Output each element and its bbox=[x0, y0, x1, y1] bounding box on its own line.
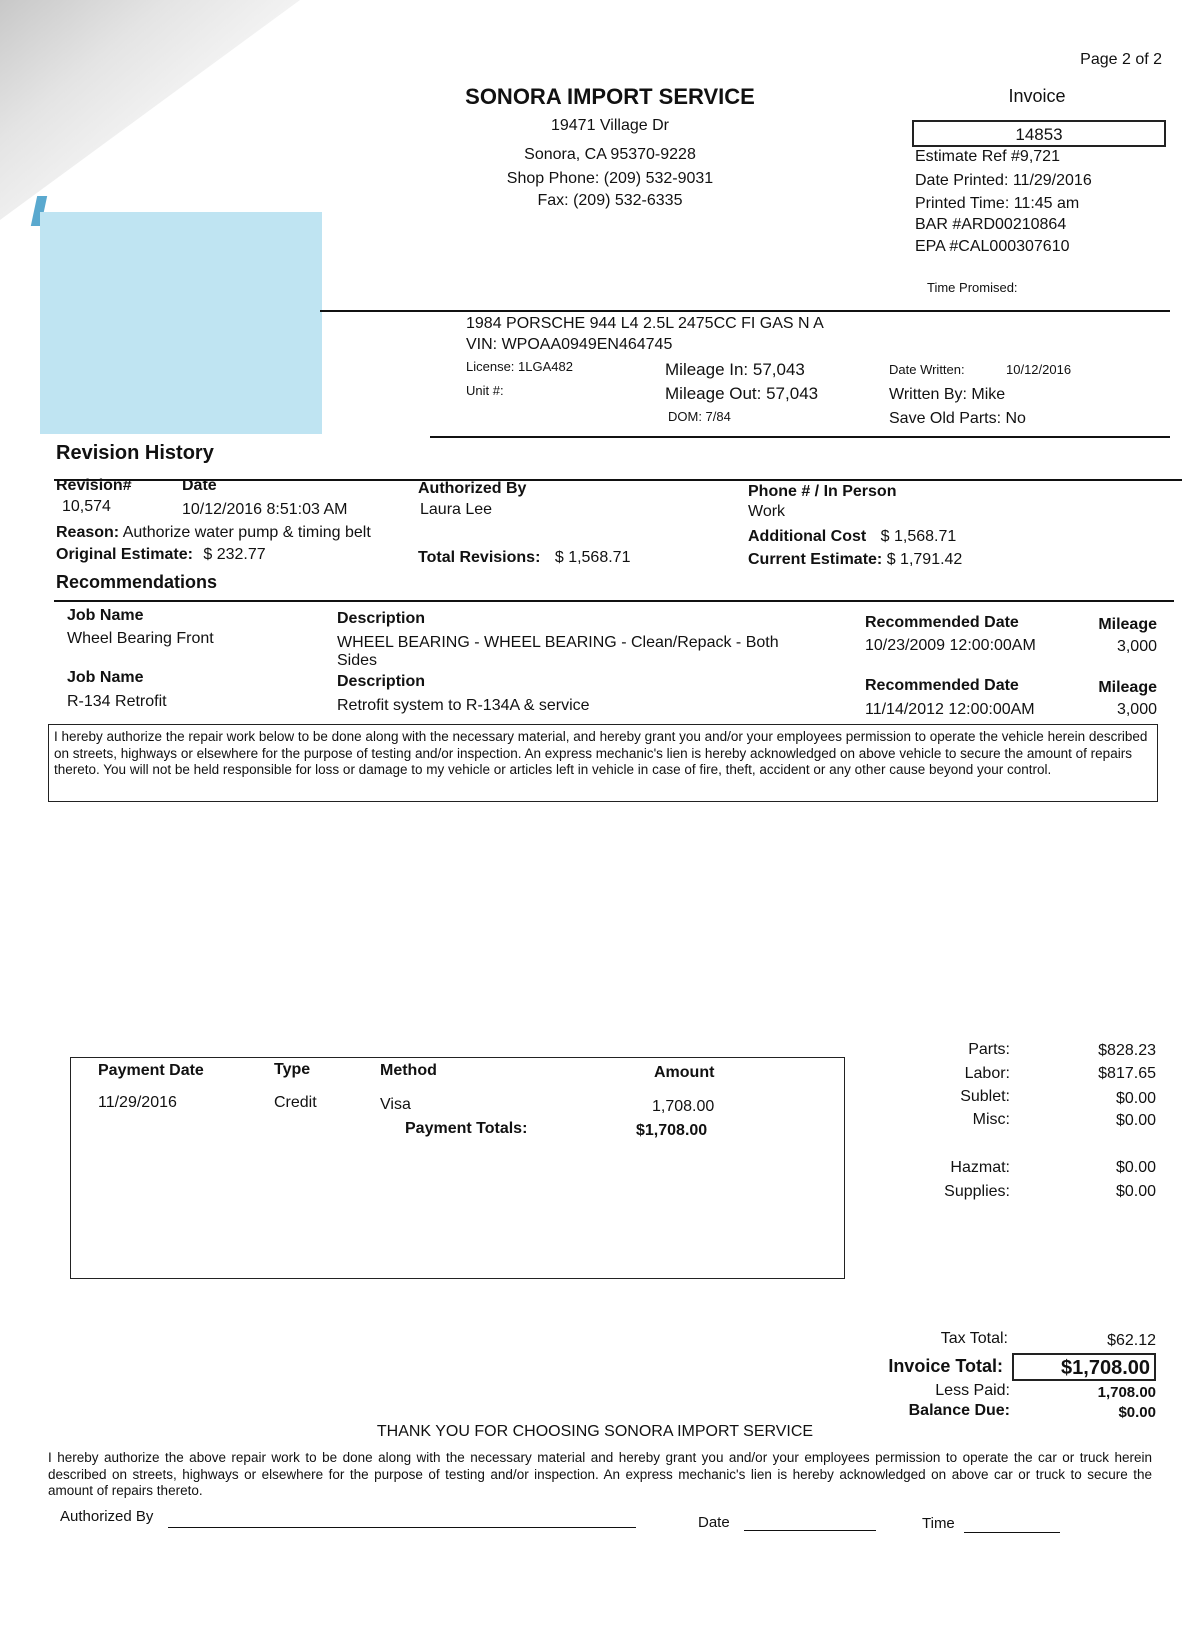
phone-in-person-header: Phone # / In Person bbox=[748, 483, 897, 500]
authorization-disclaimer: I hereby authorize the repair work below to be done along with the necessary material, and hereby grant you and/or your employees permission to operate the vehicle herein described on streets, highways or elsewhere for the purpose of testing and/or inspection. An express mechanic's lien is hereby acknowledged on above vehicle to secure the amount of repairs thereto. You will not be held responsible for loss or damage to my vehicle or articles left in vehicle in case of fire, theft, accident or any other cause beyond your control. bbox=[48, 724, 1158, 802]
payment-totals-label: Payment Totals: bbox=[405, 1120, 528, 1137]
time-signature-line[interactable] bbox=[964, 1532, 1060, 1533]
sublet-value: $0.00 bbox=[1115, 1090, 1156, 1107]
original-estimate bbox=[56, 546, 266, 564]
current-estimate-value: $ 1,791.42 bbox=[886, 551, 963, 568]
revision-number: 10,574 bbox=[62, 498, 111, 515]
hazmat-value: $0.00 bbox=[1115, 1159, 1156, 1176]
vehicle-dom: DOM: 7/84 bbox=[668, 409, 731, 424]
footer-authorization: I hereby authorize the above repair work to be done along with the necessary material and hereby grant you and/or your employees permission to operate the car or truck herein described on streets, highways or elsewhere for the purpose of testing and/or inspection. An express mechanic's lien is hereby acknowledged on above car or truck to secure the amount of repairs thereto. bbox=[48, 1450, 1152, 1498]
tax-total-value: $62.12 bbox=[1107, 1332, 1156, 1349]
vehicle-vin: VIN: WPOAA0949EN464745 bbox=[466, 336, 673, 353]
printed-time: Printed Time: 11:45 am bbox=[915, 195, 1080, 212]
epa-number: EPA #CAL000307610 bbox=[915, 238, 1070, 255]
written-by: Written By: Mike bbox=[889, 386, 1006, 403]
balance-due-label: Balance Due: bbox=[908, 1402, 1010, 1419]
tax-total-label: Tax Total: bbox=[940, 1330, 1008, 1347]
divider bbox=[54, 479, 1182, 481]
invoice-total-label: Invoice Total: bbox=[888, 1356, 1003, 1376]
shop-phone: Shop Phone: (209) 532-9031 bbox=[506, 170, 714, 187]
divider bbox=[430, 436, 1170, 438]
total-revisions-value: $ 1,568.71 bbox=[554, 549, 631, 566]
reason-value: Authorize water pump & timing belt bbox=[122, 524, 371, 541]
authorized-by-signature-line[interactable] bbox=[168, 1527, 636, 1528]
additional-cost bbox=[748, 528, 956, 546]
revision-reason bbox=[56, 524, 371, 542]
mileage-out: Mileage Out: 57,043 bbox=[665, 384, 819, 403]
description-header: Description bbox=[337, 610, 426, 627]
total-revisions-label: Total Revisions: bbox=[418, 549, 541, 566]
rec-description: Retrofit system to R-134A & service bbox=[337, 697, 590, 714]
payment-date-header: Payment Date bbox=[98, 1062, 204, 1079]
reason-label: Reason: bbox=[56, 524, 120, 541]
payments-box bbox=[70, 1057, 845, 1279]
labor-label: Labor: bbox=[964, 1065, 1010, 1082]
revision-history-title: Revision History bbox=[56, 442, 214, 464]
rec-job-name: R-134 Retrofit bbox=[67, 693, 167, 710]
date-written-label: Date Written: bbox=[889, 362, 965, 377]
time-label: Time bbox=[922, 1515, 955, 1532]
recommended-date-header: Recommended Date bbox=[865, 677, 1019, 694]
vehicle-description: 1984 PORSCHE 944 L4 2.5L 2475CC FI GAS N A bbox=[466, 315, 824, 332]
date-signature-line[interactable] bbox=[744, 1530, 876, 1531]
mileage-header: Mileage bbox=[1098, 616, 1157, 633]
sublet-label: Sublet: bbox=[960, 1088, 1010, 1105]
payment-type: Credit bbox=[274, 1094, 317, 1111]
rec-job-name: Wheel Bearing Front bbox=[67, 630, 214, 647]
revision-header: Revision# bbox=[56, 477, 132, 494]
shop-name: SONORA IMPORT SERVICE bbox=[465, 84, 755, 109]
amount-header: Amount bbox=[654, 1064, 715, 1081]
parts-value: $828.23 bbox=[1098, 1042, 1156, 1059]
recommendations-title: Recommendations bbox=[56, 572, 218, 592]
rec-description: WHEEL BEARING - WHEEL BEARING - Clean/Repack - Both bbox=[337, 634, 779, 651]
authorized-by-label: Authorized By bbox=[60, 1508, 154, 1525]
shop-address1: 19471 Village Dr bbox=[550, 117, 669, 134]
payment-method: Visa bbox=[380, 1096, 411, 1113]
page-label: Page 2 of 2 bbox=[1080, 51, 1162, 68]
mileage-header: Mileage bbox=[1098, 679, 1157, 696]
time-promised: Time Promised: bbox=[927, 280, 1018, 295]
shop-fax: Fax: (209) 532-6335 bbox=[537, 192, 683, 209]
hazmat-label: Hazmat: bbox=[950, 1159, 1010, 1176]
less-paid-value: 1,708.00 bbox=[1097, 1384, 1156, 1401]
additional-cost-value: $ 1,568.71 bbox=[880, 528, 957, 545]
payment-totals-value: $1,708.00 bbox=[636, 1122, 708, 1139]
bar-number: BAR #ARD00210864 bbox=[915, 216, 1067, 233]
revision-date: 10/12/2016 8:51:03 AM bbox=[182, 501, 348, 518]
thank-you-message: THANK YOU FOR CHOOSING SONORA IMPORT SERVICE bbox=[376, 1423, 814, 1440]
save-old-parts: Save Old Parts: No bbox=[889, 410, 1026, 427]
mileage-in: Mileage In: 57,043 bbox=[665, 360, 805, 379]
type-header: Type bbox=[274, 1061, 311, 1078]
labor-value: $817.65 bbox=[1098, 1065, 1156, 1082]
rec-mileage: 3,000 bbox=[1116, 638, 1157, 655]
method-header: Method bbox=[380, 1062, 437, 1079]
rec-description-line2: Sides bbox=[337, 652, 378, 669]
misc-label: Misc: bbox=[972, 1111, 1010, 1128]
payment-amount: 1,708.00 bbox=[652, 1098, 715, 1115]
supplies-value: $0.00 bbox=[1115, 1183, 1156, 1200]
balance-due-value: $0.00 bbox=[1118, 1404, 1156, 1421]
rec-date: 10/23/2009 12:00:00AM bbox=[865, 637, 1036, 654]
divider bbox=[54, 600, 1174, 602]
date-written: 10/12/2016 bbox=[1006, 362, 1072, 377]
total-revisions bbox=[418, 549, 630, 567]
date-header: Date bbox=[182, 477, 217, 494]
estimate-ref: Estimate Ref #9,721 bbox=[915, 148, 1060, 165]
page-fold bbox=[0, 0, 300, 220]
current-estimate bbox=[748, 551, 962, 569]
date-label: Date bbox=[698, 1514, 730, 1531]
recommended-date-header: Recommended Date bbox=[865, 614, 1019, 631]
vehicle-license: License: 1LGA482 bbox=[466, 359, 573, 374]
vehicle-unit: Unit #: bbox=[466, 383, 504, 398]
authorized-by-header: Authorized By bbox=[418, 480, 527, 497]
sticky-note bbox=[40, 212, 322, 434]
additional-cost-label: Additional Cost bbox=[748, 528, 867, 545]
rec-mileage: 3,000 bbox=[1116, 701, 1157, 718]
invoice-total-value: $1,708.00 bbox=[1012, 1353, 1156, 1381]
misc-value: $0.00 bbox=[1115, 1112, 1156, 1129]
date-printed: Date Printed: 11/29/2016 bbox=[915, 172, 1092, 189]
original-estimate-label: Original Estimate: bbox=[56, 546, 193, 563]
invoice-label: Invoice bbox=[1008, 86, 1066, 106]
job-name-header: Job Name bbox=[67, 669, 144, 686]
rec-date: 11/14/2012 12:00:00AM bbox=[865, 701, 1035, 718]
authorized-by: Laura Lee bbox=[420, 501, 493, 518]
payment-date: 11/29/2016 bbox=[98, 1094, 177, 1111]
original-estimate-value: $ 232.77 bbox=[203, 546, 266, 563]
job-name-header: Job Name bbox=[67, 607, 144, 624]
invoice-number: 14853 bbox=[912, 120, 1166, 147]
parts-label: Parts: bbox=[968, 1041, 1010, 1058]
description-header: Description bbox=[337, 673, 426, 690]
phone-in-person: Work bbox=[748, 503, 786, 520]
current-estimate-label: Current Estimate: bbox=[748, 551, 883, 568]
shop-address2: Sonora, CA 95370-9228 bbox=[524, 146, 696, 163]
divider bbox=[320, 310, 1170, 312]
supplies-label: Supplies: bbox=[944, 1183, 1010, 1200]
less-paid-label: Less Paid: bbox=[935, 1382, 1010, 1399]
